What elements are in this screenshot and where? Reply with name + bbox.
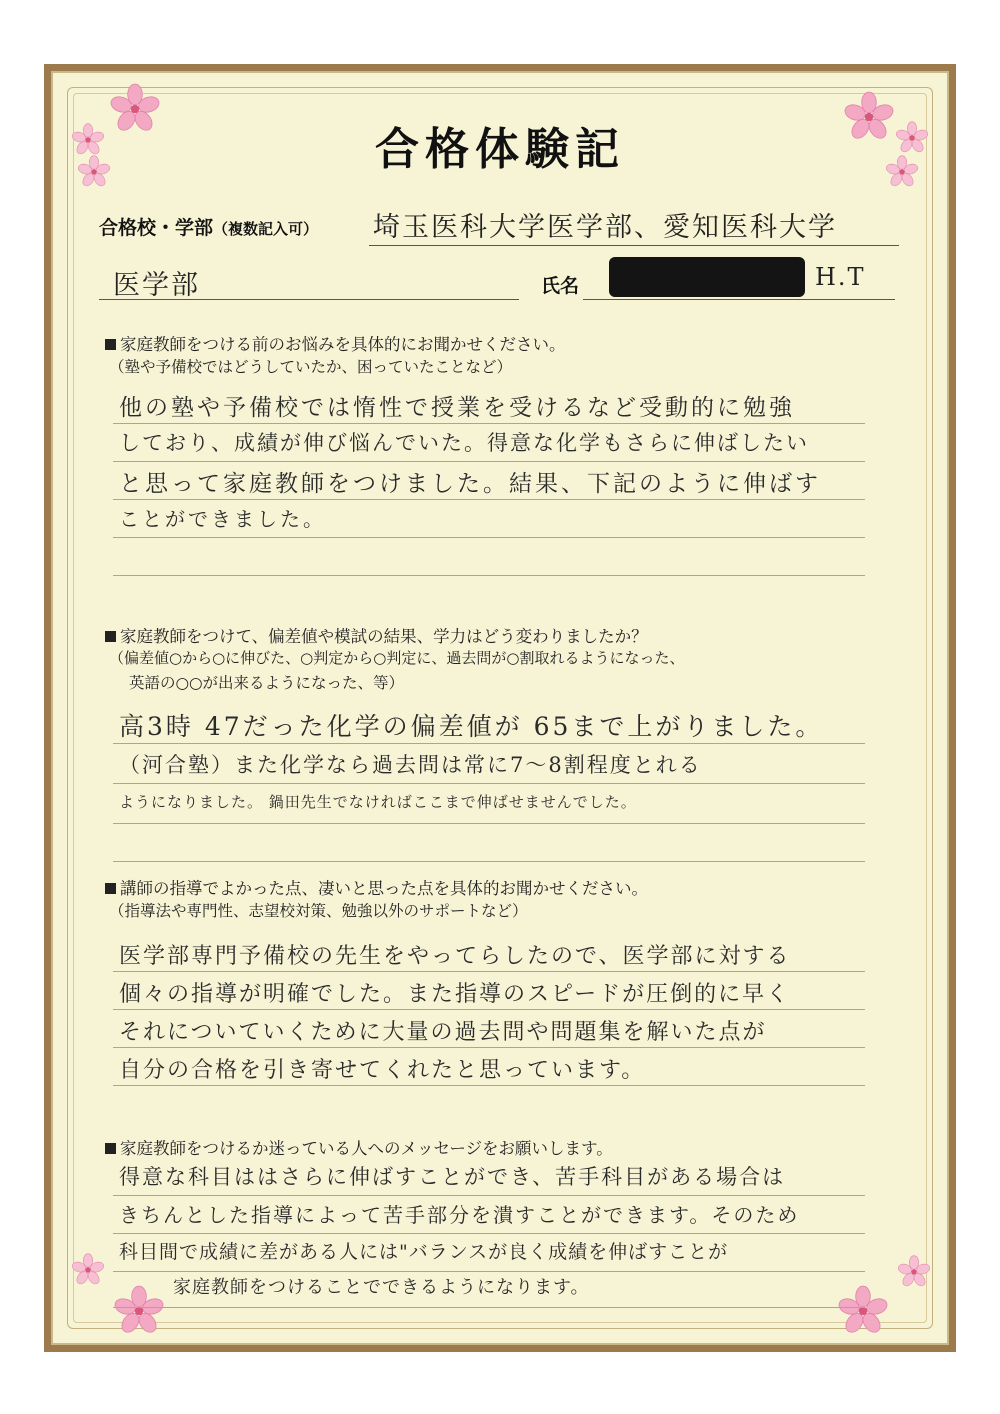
- school-underline-2: [99, 299, 519, 300]
- bullet-square-icon: [105, 1143, 116, 1154]
- cherry-blossom-icon: [897, 1255, 931, 1289]
- answer-3-line-1: 医学部専門予備校の先生をやってらしたので、医学部に対する: [119, 944, 791, 969]
- answer-2-line-3: ようになりました。 鍋田先生でなければここまで伸ばせませんでした。: [119, 793, 637, 811]
- answer-4-line-1: 得意な科目ははさらに伸ばすことができ、苦手科目がある場合は: [119, 1165, 786, 1189]
- cherry-blossom-icon: [837, 1285, 889, 1337]
- question-1-text: 家庭教師をつける前のお悩みを具体的にお聞かせください。: [120, 335, 566, 354]
- answer-1-line-2: しており、成績が伸び悩んでいた。得意な化学もさらに伸ばしたい: [119, 431, 809, 455]
- name-underline: [583, 299, 895, 300]
- question-4-text: 家庭教師をつけるか迷っている人へのメッセージをお願いします。: [120, 1139, 613, 1158]
- answer-1-line-3: と思って家庭教師をつけました。結果、下記のように伸ばす: [119, 471, 821, 497]
- bullet-square-icon: [105, 339, 116, 350]
- certificate-frame: [44, 64, 956, 1352]
- name-initials: H.T: [815, 263, 866, 291]
- question-1: [105, 331, 566, 355]
- answer-3-line-3: それについていくために大量の過去問や問題集を解いた点が: [119, 1020, 767, 1045]
- name-label: 氏名: [541, 275, 580, 297]
- question-3: [105, 875, 648, 899]
- page-title: 合格体験記: [375, 124, 625, 175]
- answer-3-line-4: 自分の合格を引き寄せてくれたと思っています。: [119, 1058, 646, 1083]
- redacted-name: [609, 257, 805, 297]
- school-label-note: （複数記入可）: [213, 220, 319, 238]
- question-2-text: 家庭教師をつけて、偏差値や模試の結果、学力はどう変わりましたか？: [120, 627, 648, 646]
- question-2: [105, 623, 648, 647]
- school-value-continued: 医学部: [113, 270, 200, 301]
- school-value: 埼玉医科大学医学部、愛知医科大学: [373, 212, 837, 243]
- answer-2-line-2: （河合塾）また化学なら過去問は常に7～8割程度とれる: [119, 753, 702, 777]
- school-underline: [369, 245, 899, 246]
- school-label: [99, 213, 318, 240]
- answer-2-line-1: 高3時 47だった化学の偏差値が 65まで上がりました。: [119, 712, 824, 741]
- bullet-square-icon: [105, 631, 116, 642]
- paper-sheet: [51, 71, 949, 1345]
- answer-1-line-4: ことができました。: [119, 507, 326, 531]
- answer-4-line-2: きちんとした指導によって苦手部分を潰すことができます。そのため: [119, 1203, 800, 1227]
- question-2-hint-1: （偏差値○から○に伸びた、○判定から○判定に、過去問が○割取れるようになった、: [109, 649, 685, 667]
- answer-4-line-3: 科目間で成績に差がある人には"バランスが良く成績を伸ばすことが: [119, 1241, 729, 1263]
- question-3-hint: （指導法や専門性、志望校対策、勉強以外のサポートなど）: [109, 902, 528, 920]
- question-4: [105, 1135, 613, 1159]
- question-2-hint-2: 英語の○○が出来るようになった、等）: [129, 674, 405, 692]
- question-3-text: 講師の指導でよかった点、凄いと思った点を具体的お聞かせください。: [120, 879, 648, 898]
- answer-4-line-4: 家庭教師をつけることでできるようになります。: [173, 1277, 590, 1298]
- cherry-blossom-icon: [113, 1285, 165, 1337]
- answer-1-line-1: 他の塾や予備校では惰性で授業を受けるなど受動的に勉強: [119, 395, 795, 421]
- answer-3-line-2: 個々の指導が明確でした。また指導のスピードが圧倒的に早く: [119, 982, 791, 1007]
- bullet-square-icon: [105, 883, 116, 894]
- question-1-hint: （塾や予備校ではどうしていたか、困っていたことなど）: [109, 358, 513, 376]
- cherry-blossom-icon: [71, 1253, 105, 1287]
- school-label-text: 合格校・学部: [99, 217, 214, 239]
